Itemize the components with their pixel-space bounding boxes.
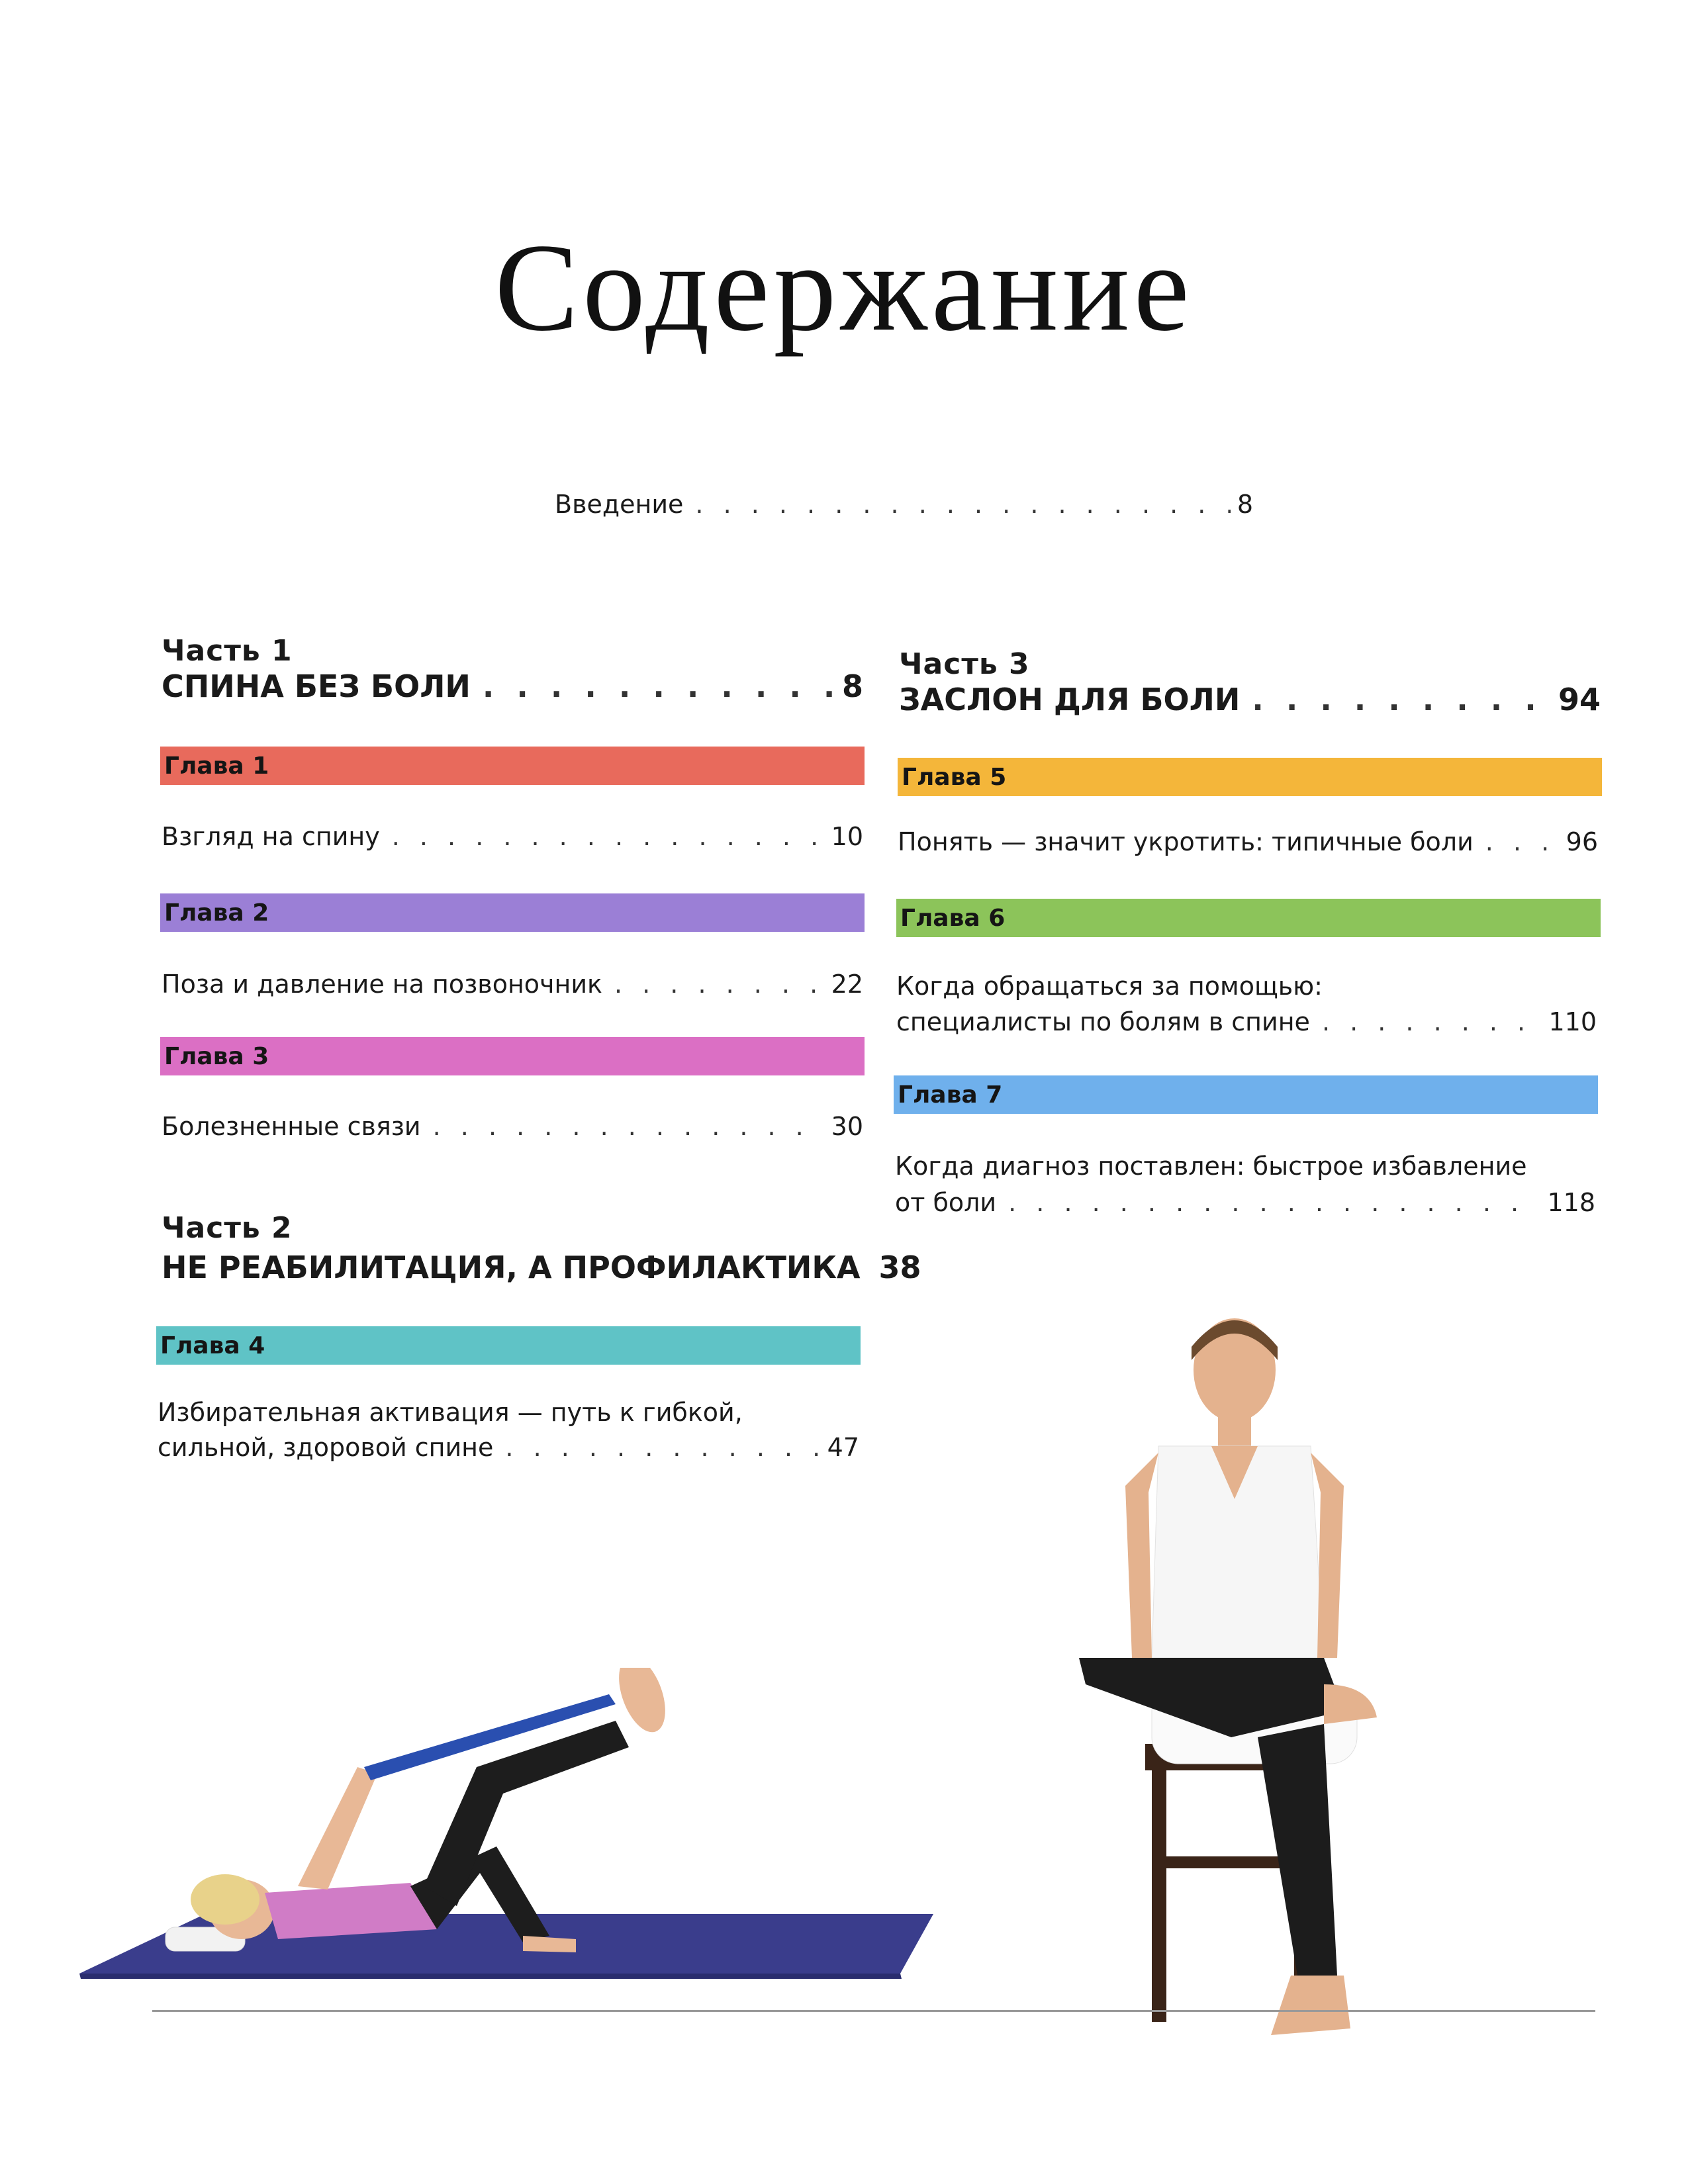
- chapter-7-entry[interactable]: [895, 1188, 1595, 1218]
- chapter-2-page: 22: [831, 970, 863, 999]
- chapter-2-title: Поза и давление на позвоночник: [162, 970, 602, 999]
- part-1-title-row[interactable]: [162, 668, 863, 705]
- leader-dots: [614, 970, 825, 1000]
- toc-intro[interactable]: [555, 490, 1253, 520]
- chapter-1-bar: [160, 747, 865, 785]
- chapter-7-page: 118: [1547, 1188, 1595, 1217]
- part-1-page: 8: [841, 668, 863, 704]
- toc-intro-label: Введение: [555, 490, 684, 519]
- leader-dots: [1008, 1188, 1540, 1218]
- part-3-page: 94: [1558, 682, 1601, 717]
- part-2-title: НЕ РЕАБИЛИТАЦИЯ, А ПРОФИЛАКТИКА: [162, 1250, 861, 1285]
- chapter-3-entry[interactable]: [162, 1112, 863, 1142]
- photo-woman-sitting-chair: [1059, 1314, 1430, 2075]
- part-2-title-row[interactable]: [162, 1250, 921, 1286]
- leader-dots: [483, 668, 835, 705]
- chapter-1-page: 10: [831, 822, 863, 851]
- chapter-6-bar: [896, 899, 1601, 937]
- chapter-6-entry[interactable]: [896, 1007, 1597, 1038]
- bottom-divider: [152, 2010, 1595, 2012]
- page-title: Содержание: [494, 218, 1194, 357]
- chapter-6-page: 110: [1548, 1007, 1597, 1036]
- leader-dots: [1485, 827, 1560, 858]
- chapter-1-entry[interactable]: [162, 822, 863, 852]
- toc-intro-page: 8: [1237, 490, 1253, 519]
- chapter-3-title: Болезненные связи: [162, 1112, 421, 1141]
- chapter-4-title-line-1[interactable]: Избирательная активация — путь к гибкой,: [158, 1398, 743, 1427]
- chapter-3-label: Глава 3: [164, 1042, 269, 1070]
- chapter-3-page: 30: [831, 1112, 863, 1141]
- chapter-4-entry[interactable]: [158, 1433, 859, 1463]
- leader-dots: [1252, 682, 1552, 718]
- chapter-5-entry[interactable]: [898, 827, 1598, 858]
- chapter-5-label: Глава 5: [902, 763, 1007, 791]
- chapter-5-bar: [898, 758, 1602, 796]
- chapter-4-label: Глава 4: [160, 1332, 265, 1359]
- chapter-7-title-line-1[interactable]: Когда диагноз поставлен: быстрое избавление: [895, 1152, 1527, 1181]
- chapter-4-title-line-2: сильной, здоровой спине: [158, 1433, 494, 1462]
- part-3-kicker: Часть 3: [899, 647, 1030, 681]
- part-2-page: 38: [878, 1250, 921, 1285]
- leader-dots: [433, 1112, 825, 1142]
- leader-dots: [505, 1433, 820, 1463]
- part-3-title-row[interactable]: [899, 682, 1601, 718]
- part-1-kicker: Часть 1: [162, 634, 293, 668]
- chapter-3-bar: [160, 1037, 865, 1075]
- part-2-kicker: Часть 2: [162, 1211, 293, 1245]
- chapter-2-entry[interactable]: [162, 970, 863, 1000]
- chapter-7-label: Глава 7: [898, 1081, 1003, 1109]
- chapter-6-title-line-2: специалисты по болям в спине: [896, 1007, 1310, 1036]
- chapter-5-page: 96: [1566, 827, 1598, 856]
- part-3-title: ЗАСЛОН ДЛЯ БОЛИ: [899, 682, 1241, 717]
- chapter-6-title-line-1[interactable]: Когда обращаться за помощью:: [896, 972, 1323, 1001]
- chapter-4-page: 47: [827, 1433, 859, 1462]
- chapter-2-label: Глава 2: [164, 899, 269, 927]
- chapter-2-bar: [160, 893, 865, 932]
- chapter-5-title: Понять — значит укротить: типичные боли: [898, 827, 1474, 856]
- leader-dots: [1322, 1007, 1542, 1038]
- leader-dots: [695, 490, 1230, 520]
- photo-woman-lying-stretch: [66, 1668, 953, 1985]
- chapter-7-bar: [894, 1075, 1598, 1114]
- chapter-6-label: Глава 6: [900, 904, 1006, 932]
- part-1-title: СПИНА БЕЗ БОЛИ: [162, 668, 471, 704]
- chapter-1-title: Взгляд на спину: [162, 822, 380, 851]
- chapter-1-label: Глава 1: [164, 752, 269, 780]
- chapter-7-title-line-2: от боли: [895, 1188, 997, 1217]
- chapter-4-bar: [156, 1326, 861, 1365]
- leader-dots: [392, 822, 825, 852]
